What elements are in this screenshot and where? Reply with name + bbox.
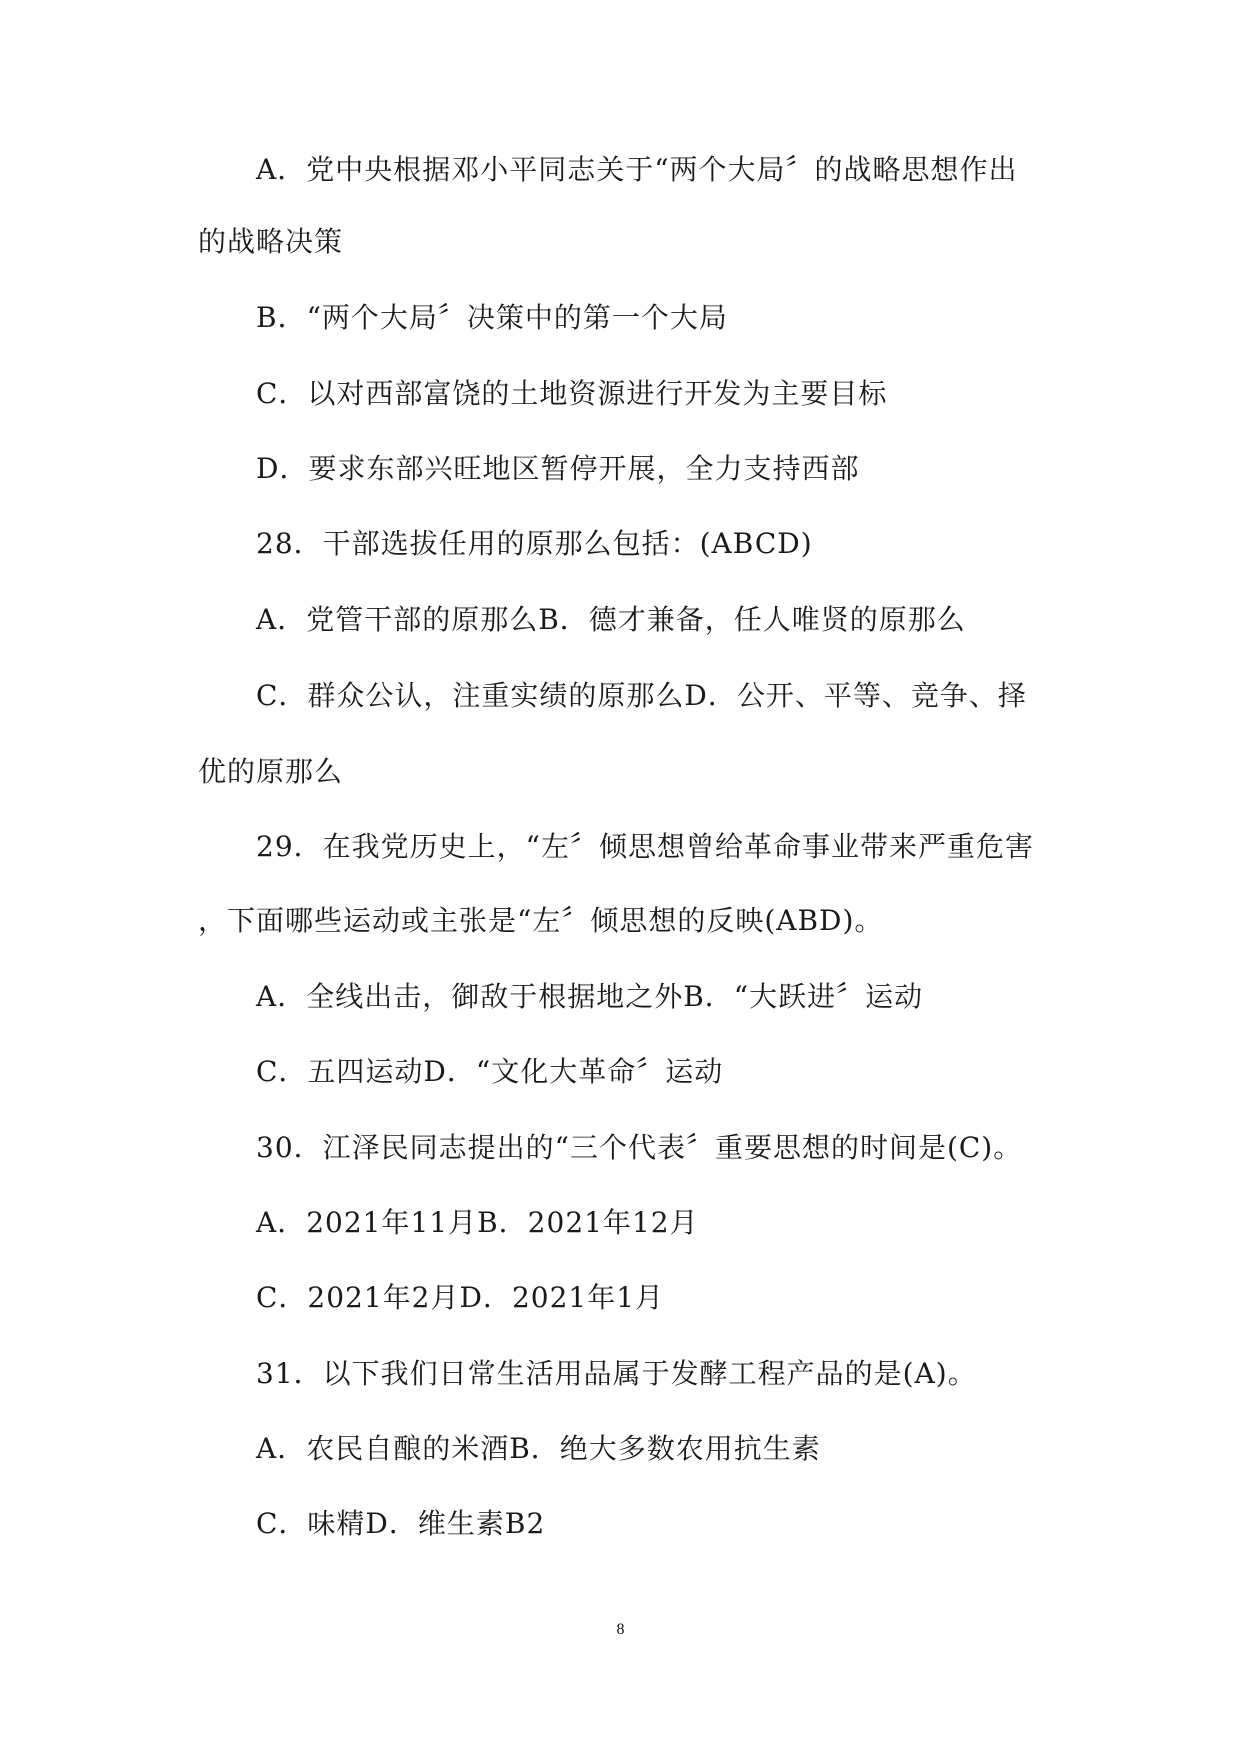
question-31: 31．以下我们日常生活用品属于发酵工程产品的是(A)。 (256, 1357, 977, 1390)
text-line: C．以对西部富饶的土地资源进行开发为主要目标 (256, 377, 888, 410)
page-number: 8 (616, 1621, 625, 1638)
text-line: C．味精D．维生素B2 (256, 1507, 546, 1540)
text-line: A．2021年11月B．2021年12月 (256, 1206, 699, 1239)
question-29: 29．在我党历史上，“左〞倾思想曾给革命事业带来严重危害 (256, 830, 1034, 863)
text-line: A．全线出击，御敌于根据地之外B．“大跃进〞运动 (256, 980, 924, 1013)
question-30: 30．江泽民同志提出的“三个代表〞重要思想的时间是(C)。 (256, 1131, 1023, 1164)
text-line: C．群众公认，注重实绩的原那么D．公开、平等、竞争、择 (256, 679, 1027, 712)
text-line: A．农民自酿的米酒B．绝大多数农用抗生素 (256, 1432, 821, 1465)
text-line: C．2021年2月D．2021年1月 (256, 1281, 665, 1314)
text-line: 优的原那么 (198, 755, 344, 788)
text-line: A．党中央根据邓小平同志关于“两个大局〞的战略思想作出 (256, 153, 1018, 186)
text-line: 的战略决策 (198, 225, 344, 258)
text-line: D．要求东部兴旺地区暂停开展，全力支持西部 (256, 452, 860, 485)
question-28: 28．干部选拔任用的原那么包括：(ABCD) (256, 527, 813, 560)
text-line: ，下面哪些运动或主张是“左〞倾思想的反映(ABD)。 (198, 904, 884, 937)
text-line: C．五四运动D．“文化大革命〞运动 (256, 1055, 724, 1088)
text-line: A．党管干部的原那么B．德才兼备，任人唯贤的原那么 (256, 603, 966, 636)
text-line: B．“两个大局〞决策中的第一个大局 (256, 301, 728, 334)
